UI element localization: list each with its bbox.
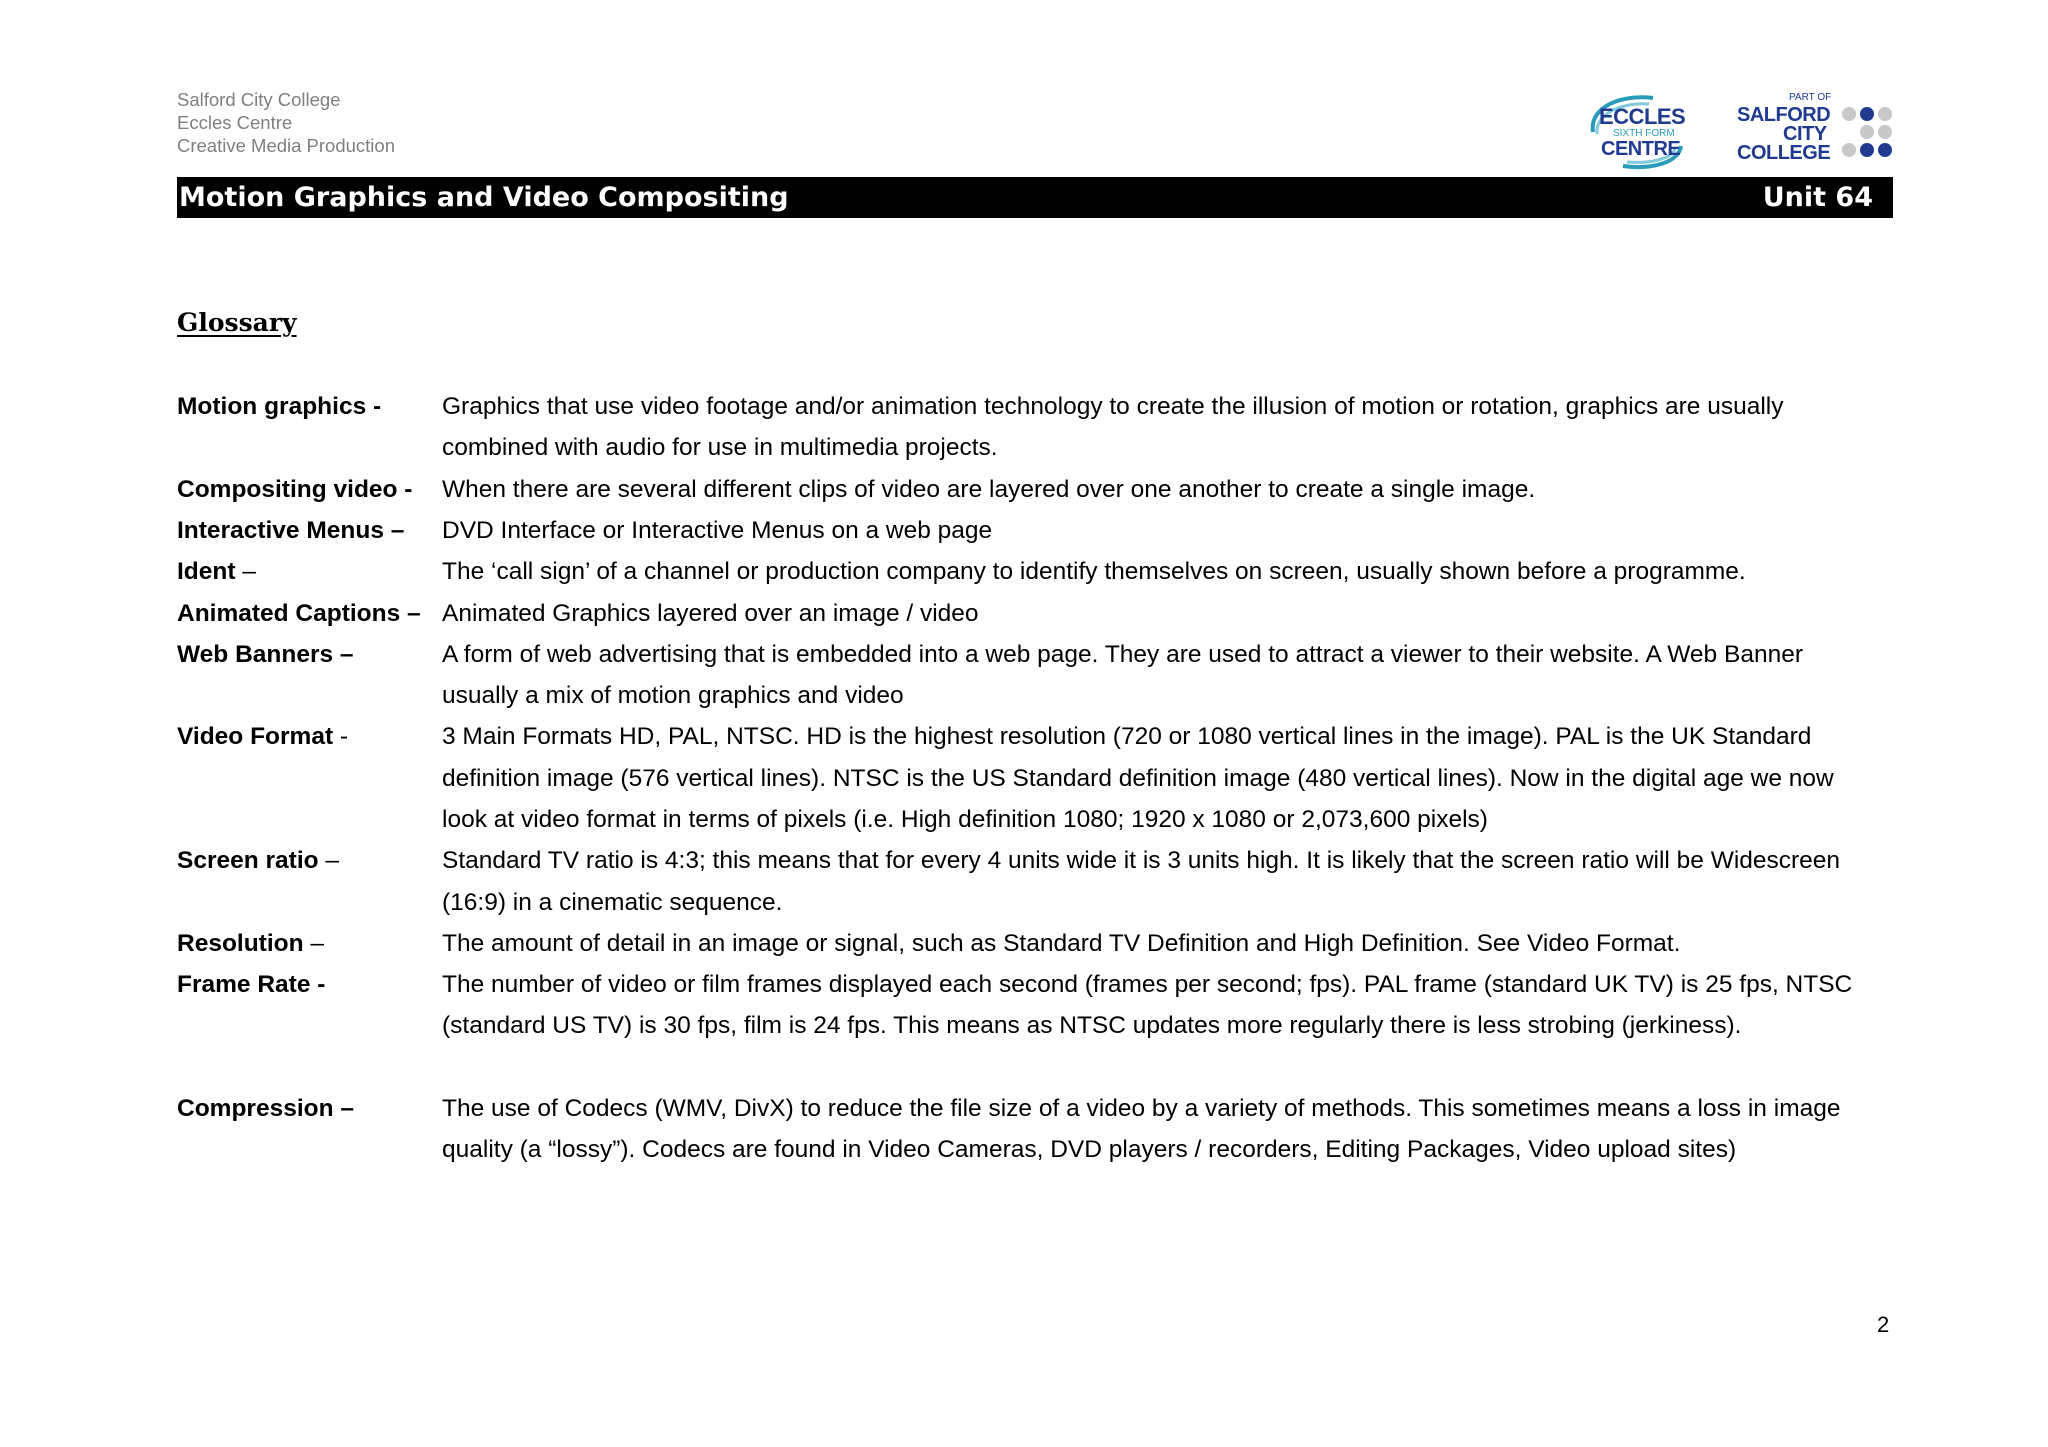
salford-logo-part-of: PART OF [1789, 92, 1832, 103]
glossary-term-word: Screen ratio [177, 847, 319, 875]
glossary-term-word: Web Banners [177, 640, 334, 668]
glossary-term-separator: - [366, 393, 382, 420]
glossary-term [177, 923, 442, 964]
glossary-term [177, 386, 442, 427]
eccles-sixth-form-logo [1583, 92, 1691, 172]
glossary-term [177, 1088, 442, 1129]
unit-number: Unit 64 [1762, 182, 1873, 213]
glossary-term-separator: – [303, 929, 325, 957]
glossary-term-separator: - [333, 723, 349, 751]
glossary-term-word: Video Format [177, 723, 334, 751]
glossary-term-word: Motion graphics [177, 393, 367, 420]
glossary-term-word: Animated Captions [177, 599, 401, 627]
glossary-term [177, 964, 442, 1005]
glossary-heading: Glossary [177, 308, 297, 337]
glossary-term [177, 469, 442, 510]
institution-info [177, 88, 395, 157]
glossary-term-word: Interactive Menus [177, 516, 384, 544]
eccles-logo-line1: ECCLES [1599, 104, 1686, 129]
glossary-term-word: Compositing video [177, 475, 398, 503]
glossary-term [177, 634, 442, 675]
glossary-term [177, 716, 442, 757]
salford-logo-line1: SALFORD [1737, 104, 1831, 126]
glossary-term-word: Resolution [177, 929, 304, 957]
eccles-logo-line2: SIXTH FORM [1613, 128, 1675, 139]
institution-line: Creative Media Production [177, 135, 395, 156]
glossary-term [177, 551, 442, 592]
course-title: Motion Graphics and Video Compositing [179, 182, 789, 213]
glossary-definition: Standard TV ratio is 4:3; this means that for every 4 units wide it is 3 units high. It is likely that the screen ratio will be Widescreen (16:9) in a cinematic sequence. [442, 847, 1841, 916]
glossary-term [177, 593, 442, 634]
glossary-term [177, 840, 442, 881]
course-title-bar [177, 177, 1893, 218]
glossary-definition: The amount of detail in an image or signal, such as Standard TV Definition and High Definition. See Video Format. [442, 929, 1681, 957]
salford-dots-icon [1841, 104, 1901, 170]
glossary-definition: A form of web advertising that is embedded into a web page. They are used to attract a viewer to their website. A Web Banner usually a mix of motion graphics and video [442, 640, 1803, 710]
glossary-term-separator: – [333, 640, 354, 668]
glossary-term [177, 510, 442, 551]
glossary-term-word: Ident [177, 558, 236, 586]
glossary-term-separator: – [333, 1095, 354, 1123]
glossary-definition: The number of video or film frames displayed each second (frames per second; fps). PAL frame (standard UK TV) is 25 fps, NTSC (standard US TV) is 30 fps, film is 24 fps. This means as NTSC updates more regularly there is less strobing (jerkiness). [442, 971, 1853, 1040]
page-number: 2 [1877, 1312, 1890, 1337]
glossary-term-separator: – [400, 599, 421, 627]
glossary-definition: DVD Interface or Interactive Menus on a web page [442, 516, 993, 544]
eccles-logo-line3: CENTRE [1601, 138, 1681, 160]
glossary-term-word: Frame Rate [177, 971, 311, 999]
glossary-term-word: Compression [177, 1095, 334, 1123]
glossary-definition: 3 Main Formats HD, PAL, NTSC. HD is the highest resolution (720 or 1080 vertical lines in the image). PAL is the UK Standard definition image (576 vertical lines). NTSC is the US Standard definition image (480 vertical lines). Now in the digital age we now look at video format in terms of pixels (i.e. High definition 1080; 1920 x 1080 or 2,073,600 pixels) [442, 723, 1834, 833]
institution-line: Salford City College [177, 89, 341, 110]
glossary-definition: Animated Graphics layered over an image / video [442, 599, 979, 627]
glossary-term-separator: – [318, 847, 340, 875]
glossary-definition: Graphics that use video footage and/or animation technology to create the illusion of motion or rotation, graphics are usually combined with audio for use in multimedia projects. [442, 393, 1784, 462]
glossary-term-separator: – [235, 558, 256, 586]
institution-line: Eccles Centre [177, 112, 293, 133]
glossary-term-separator: – [383, 516, 405, 544]
salford-city-college-logo [1737, 92, 1901, 170]
salford-logo-line3: COLLEGE [1737, 142, 1831, 164]
salford-logo-line2: CITY [1783, 123, 1827, 145]
glossary-term-separator: - [397, 475, 413, 503]
glossary-term-separator: - [310, 971, 326, 999]
glossary-definition: When there are several different clips of video are layered over one another to create a single image. [442, 475, 1536, 503]
glossary-definition: The use of Codecs (WMV, DivX) to reduce the file size of a video by a variety of methods. This sometimes means a loss in image quality (a “lossy”). Codecs are found in Video Cameras, DVD players / recorders, Editing Packages, Video upload sites) [442, 1095, 1841, 1164]
glossary-definition: The ‘call sign’ of a channel or production company to identify themselves on screen, usually shown before a programme. [442, 558, 1746, 586]
